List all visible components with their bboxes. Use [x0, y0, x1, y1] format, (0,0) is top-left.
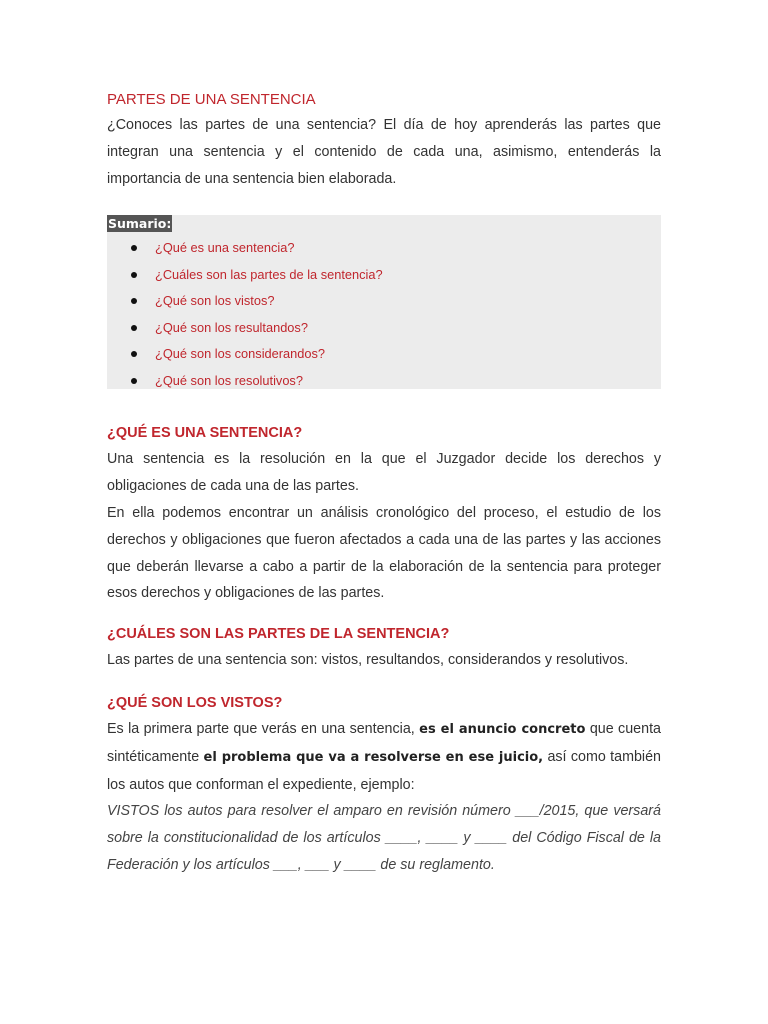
article-content	[107, 90, 661, 879]
vistos-example: VISTOS los autos para resolver el amparo en revisión número ___/2015, que versará sobre la constitucionalidad de los artículos ____, ____ y ____ del Código Fiscal de la Federación y los artículos ___, ___ y ____ de su reglamento.	[107, 803, 661, 873]
summary-list	[155, 235, 383, 394]
summary-label: Sumario:	[108, 216, 172, 232]
summary-link-considerandos[interactable]: ¿Qué son los considerandos?	[155, 346, 326, 362]
summary-item-vistos	[155, 288, 383, 315]
heading-que-es-sentencia: ¿QUÉ ES UNA SENTENCIA?	[107, 425, 303, 442]
summary-link-partes-sentencia[interactable]: ¿Cuáles son las partes de la sentencia?	[155, 266, 383, 282]
paragraph-definicion: Una sentencia es la resolución en la que el Juzgador decide los derechos y obligaciones de cada una de las partes.	[107, 451, 661, 495]
heading-vistos: ¿QUÉ SON LOS VISTOS?	[107, 694, 283, 711]
intro-paragraph: ¿Conoces las partes de una sentencia? El día de hoy aprenderás las partes que integran una sentencia y el contenido de cada una, asimismo, entenderás la importancia de una sentencia bien elaborada.	[107, 117, 661, 187]
vistos-text-3: así como también los autos que conforman el expediente, ejemplo:	[107, 748, 662, 793]
bullet-icon	[131, 351, 137, 357]
vistos-bold-problema: el problema que va a resolverse en ese juicio,	[203, 749, 544, 765]
bullet-icon	[131, 272, 137, 278]
paragraph-analisis: En ella podemos encontrar un análisis cronológico del proceso, el estudio de los derechos y obligaciones que fueron afectados a cada una de las partes y las acciones que deberán llevarse a cabo a partir de la elaboración de la sentencia para proteger esos derechos y obligaciones de las partes.	[107, 504, 661, 602]
vistos-bold-anuncio: es el anuncio concreto	[419, 721, 586, 737]
paragraph-vistos	[107, 716, 661, 798]
summary-item-partes-sentencia	[155, 262, 383, 289]
bullet-icon	[131, 325, 137, 331]
summary-box	[107, 215, 661, 389]
document-title: PARTES DE UNA SENTENCIA	[107, 91, 316, 108]
vistos-text-1: Es la primera parte que verás en una sentencia,	[107, 720, 420, 737]
bullet-icon	[131, 298, 137, 304]
vistos-text-2: que cuenta sintéticamente	[107, 720, 661, 765]
summary-item-resolutivos	[155, 368, 383, 395]
summary-link-resolutivos[interactable]: ¿Qué son los resolutivos?	[155, 372, 303, 388]
heading-partes-sentencia: ¿CUÁLES SON LAS PARTES DE LA SENTENCIA?	[107, 626, 450, 643]
summary-item-resultandos	[155, 315, 383, 342]
bullet-icon	[131, 245, 137, 251]
summary-link-vistos[interactable]: ¿Qué son los vistos?	[155, 293, 275, 309]
bullet-icon	[131, 378, 137, 384]
summary-link-que-es-sentencia[interactable]: ¿Qué es una sentencia?	[155, 240, 295, 256]
paragraph-partes: Las partes de una sentencia son: vistos, resultandos, considerandos y resolutivos.	[107, 652, 629, 669]
summary-item-considerandos	[155, 341, 383, 368]
summary-link-resultandos[interactable]: ¿Qué son los resultandos?	[155, 319, 308, 335]
summary-item-que-es-sentencia	[155, 235, 383, 262]
